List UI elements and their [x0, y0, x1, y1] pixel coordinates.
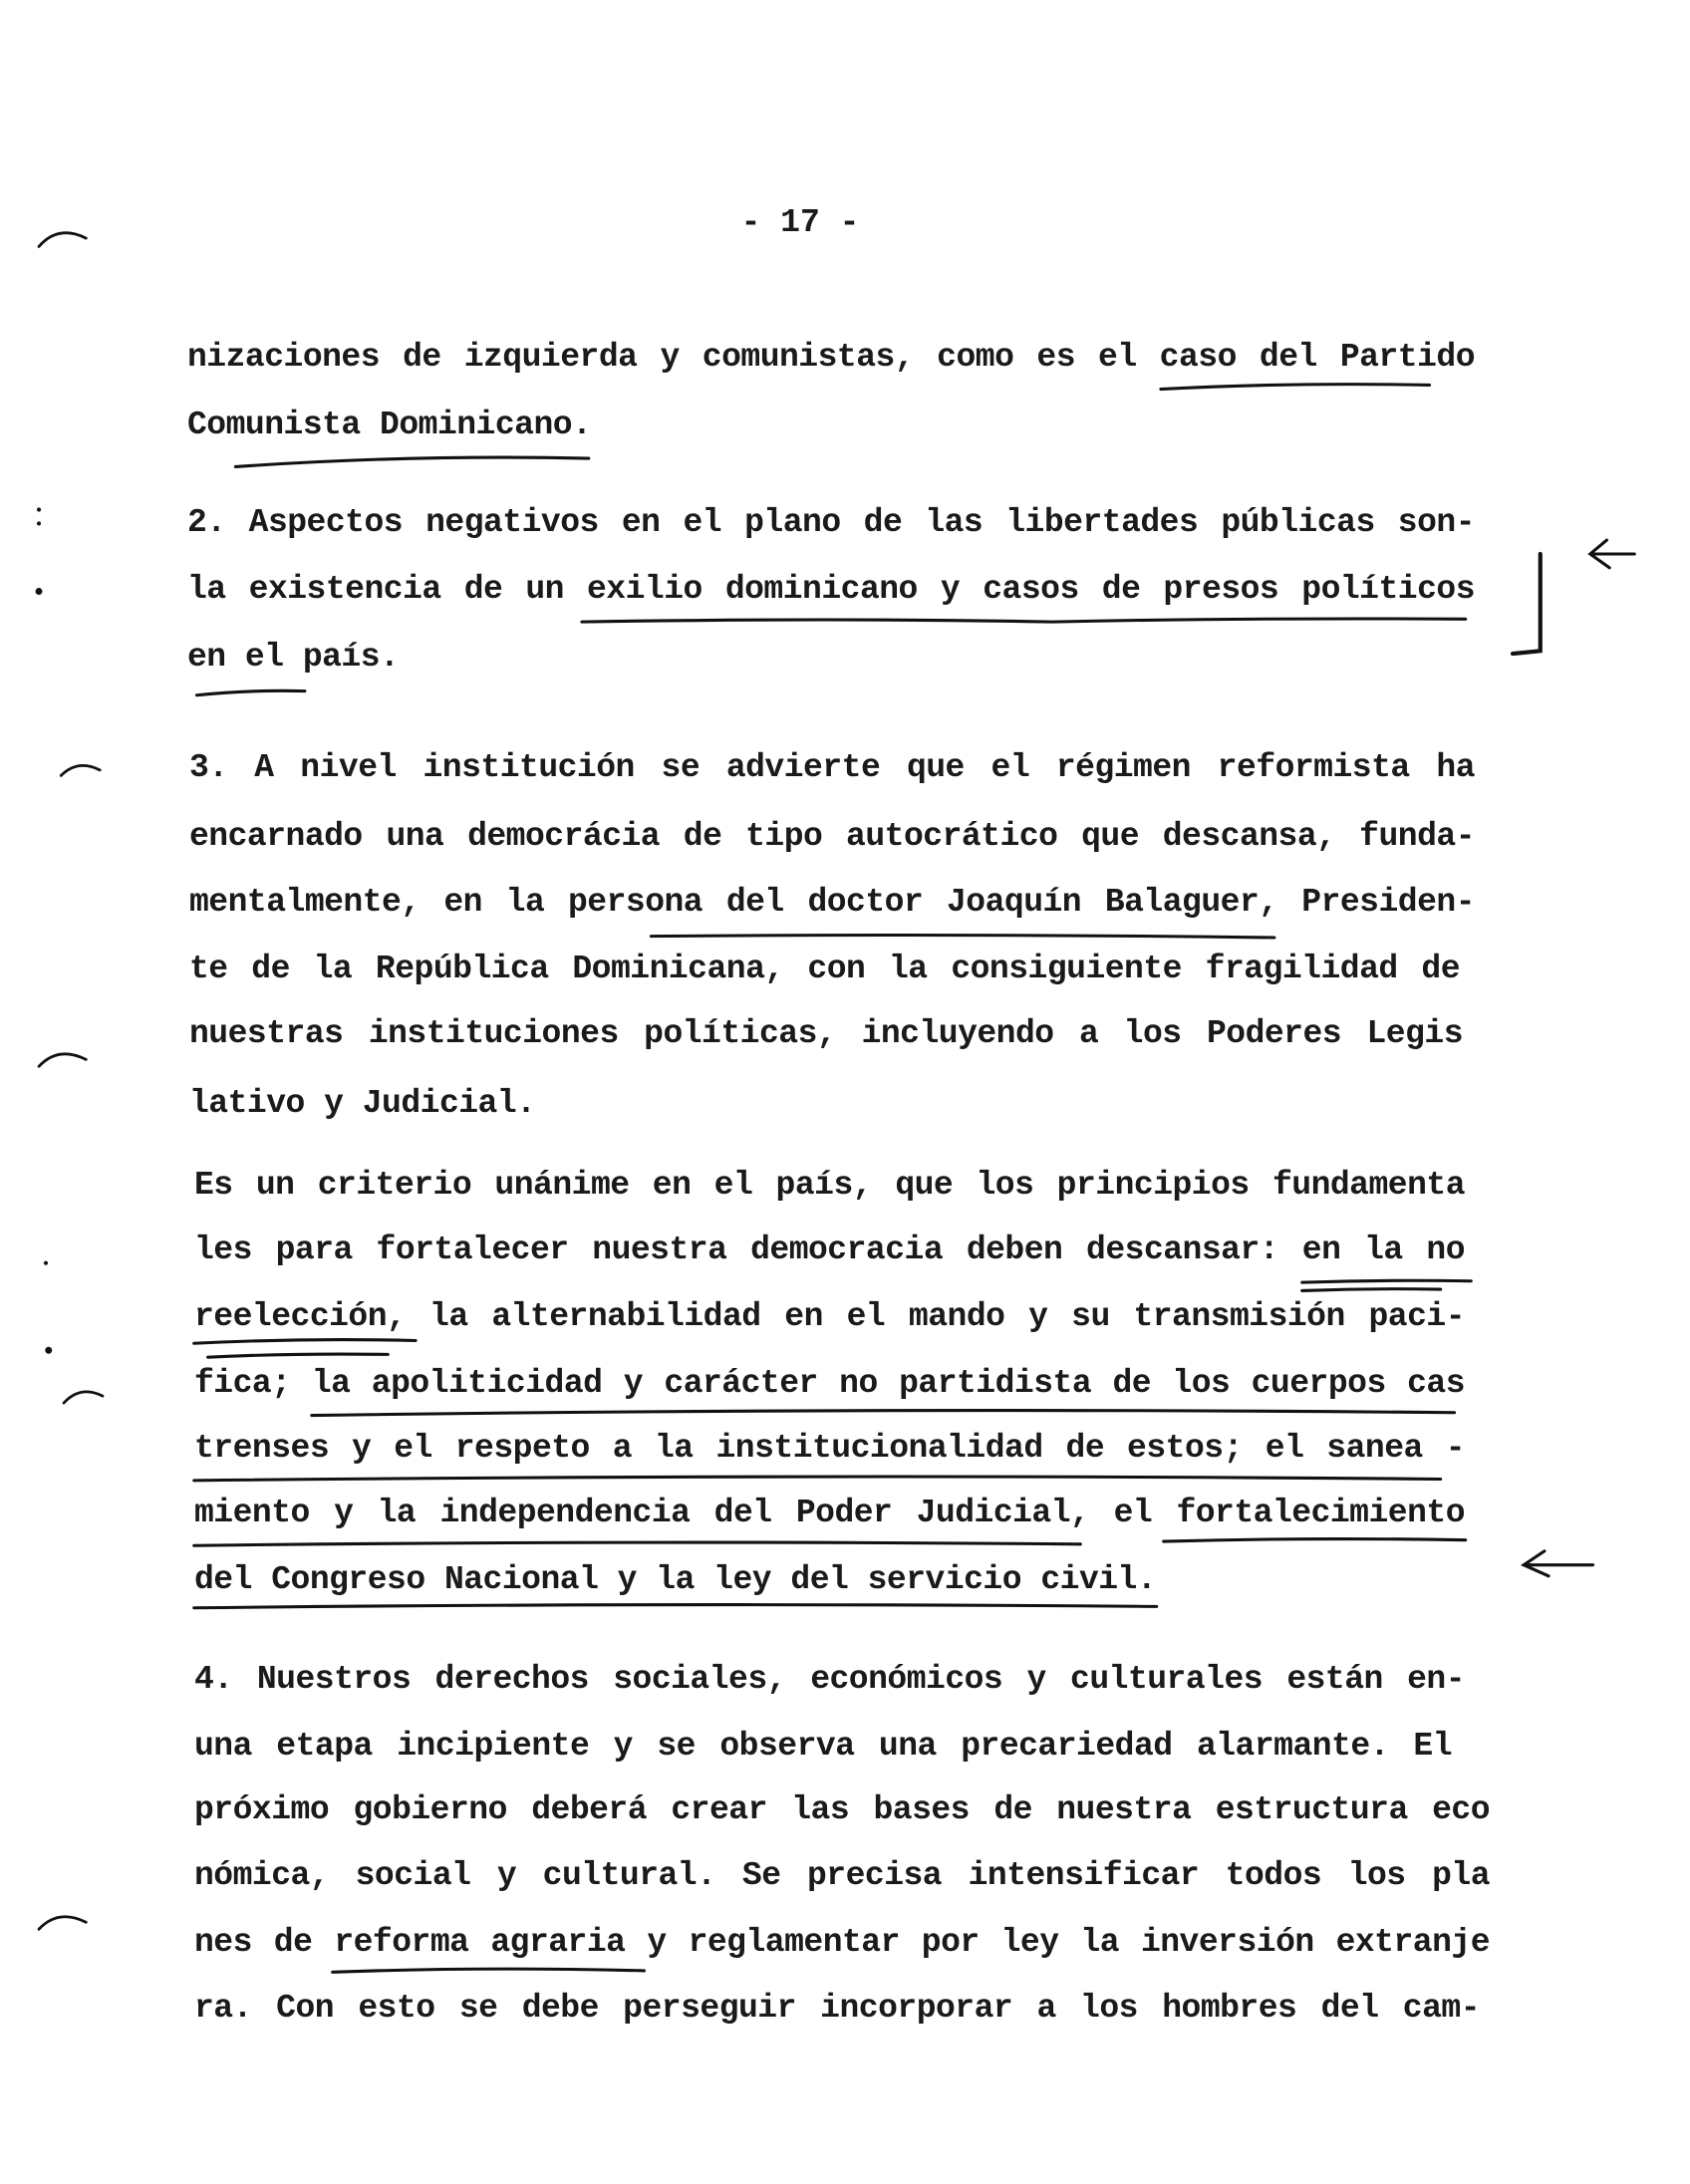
text-line: fica; la apoliticidad y carácter no partidista de los cuerpos cas — [194, 1365, 1465, 1402]
text-line: lativo y Judicial. — [189, 1085, 536, 1122]
text-line: la existencia de un exilio dominicano y casos de presos políticos — [187, 571, 1475, 608]
text-line: Es un criterio unánime en el país, que los principios fundamenta — [194, 1167, 1465, 1204]
page-number: - 17 - — [740, 204, 860, 241]
text-line: miento y la independencia del Poder Judicial, el fortalecimiento — [194, 1495, 1465, 1531]
text-line: del Congreso Nacional y la ley del servicio civil. — [194, 1561, 1157, 1598]
arrow-icon — [1524, 540, 1634, 1576]
text-line: mentalmente, en la persona del doctor Joaquín Balaguer, Presiden- — [189, 884, 1475, 921]
text-line: 2. Aspectos negativos en el plano de las libertades públicas son- — [187, 504, 1475, 541]
text-line: encarnado una democrácia de tipo autocrático que descansa, funda- — [189, 818, 1475, 855]
text-line: les para fortalecer nuestra democracia deben descansar: en la no — [194, 1231, 1465, 1268]
text-line: ra. Con esto se debe perseguir incorporar a los hombres del cam- — [194, 1990, 1480, 2027]
text-line: nómica, social y cultural. Se precisa intensificar todos los pla — [194, 1857, 1490, 1894]
text-line: Comunista Dominicano. — [187, 407, 592, 443]
text-line: 3. A nivel institución se advierte que el régimen reformista ha — [189, 749, 1475, 786]
text-line: te de la República Dominicana, con la consiguiente fragilidad de — [189, 951, 1460, 987]
margin-punch-marks — [39, 233, 103, 1930]
text-line: en el país. — [187, 639, 400, 676]
text-line: trenses y el respeto a la institucionalidad de estos; el sanea - — [194, 1430, 1465, 1467]
text-line: nes de reforma agraria y reglamentar por ley la inversión extranje — [194, 1924, 1490, 1961]
text-line: nizaciones de izquierda y comunistas, como es el caso del Partido — [187, 339, 1475, 376]
bracket-mark — [1513, 554, 1541, 654]
text-line: nuestras instituciones políticas, incluyendo a los Poderes Legis — [189, 1015, 1463, 1052]
text-line: 4. Nuestros derechos sociales, económicos y culturales están en- — [194, 1661, 1465, 1698]
text-line: próximo gobierno deberá crear las bases de nuestra estructura eco — [194, 1791, 1490, 1828]
text-line: reelección, la alternabilidad en el mando y su transmisión paci- — [194, 1298, 1465, 1335]
text-line: una etapa incipiente y se observa una precariedad alarmante. El — [194, 1728, 1452, 1765]
underline-marks — [194, 385, 1472, 1973]
margin-dots — [36, 507, 53, 1353]
